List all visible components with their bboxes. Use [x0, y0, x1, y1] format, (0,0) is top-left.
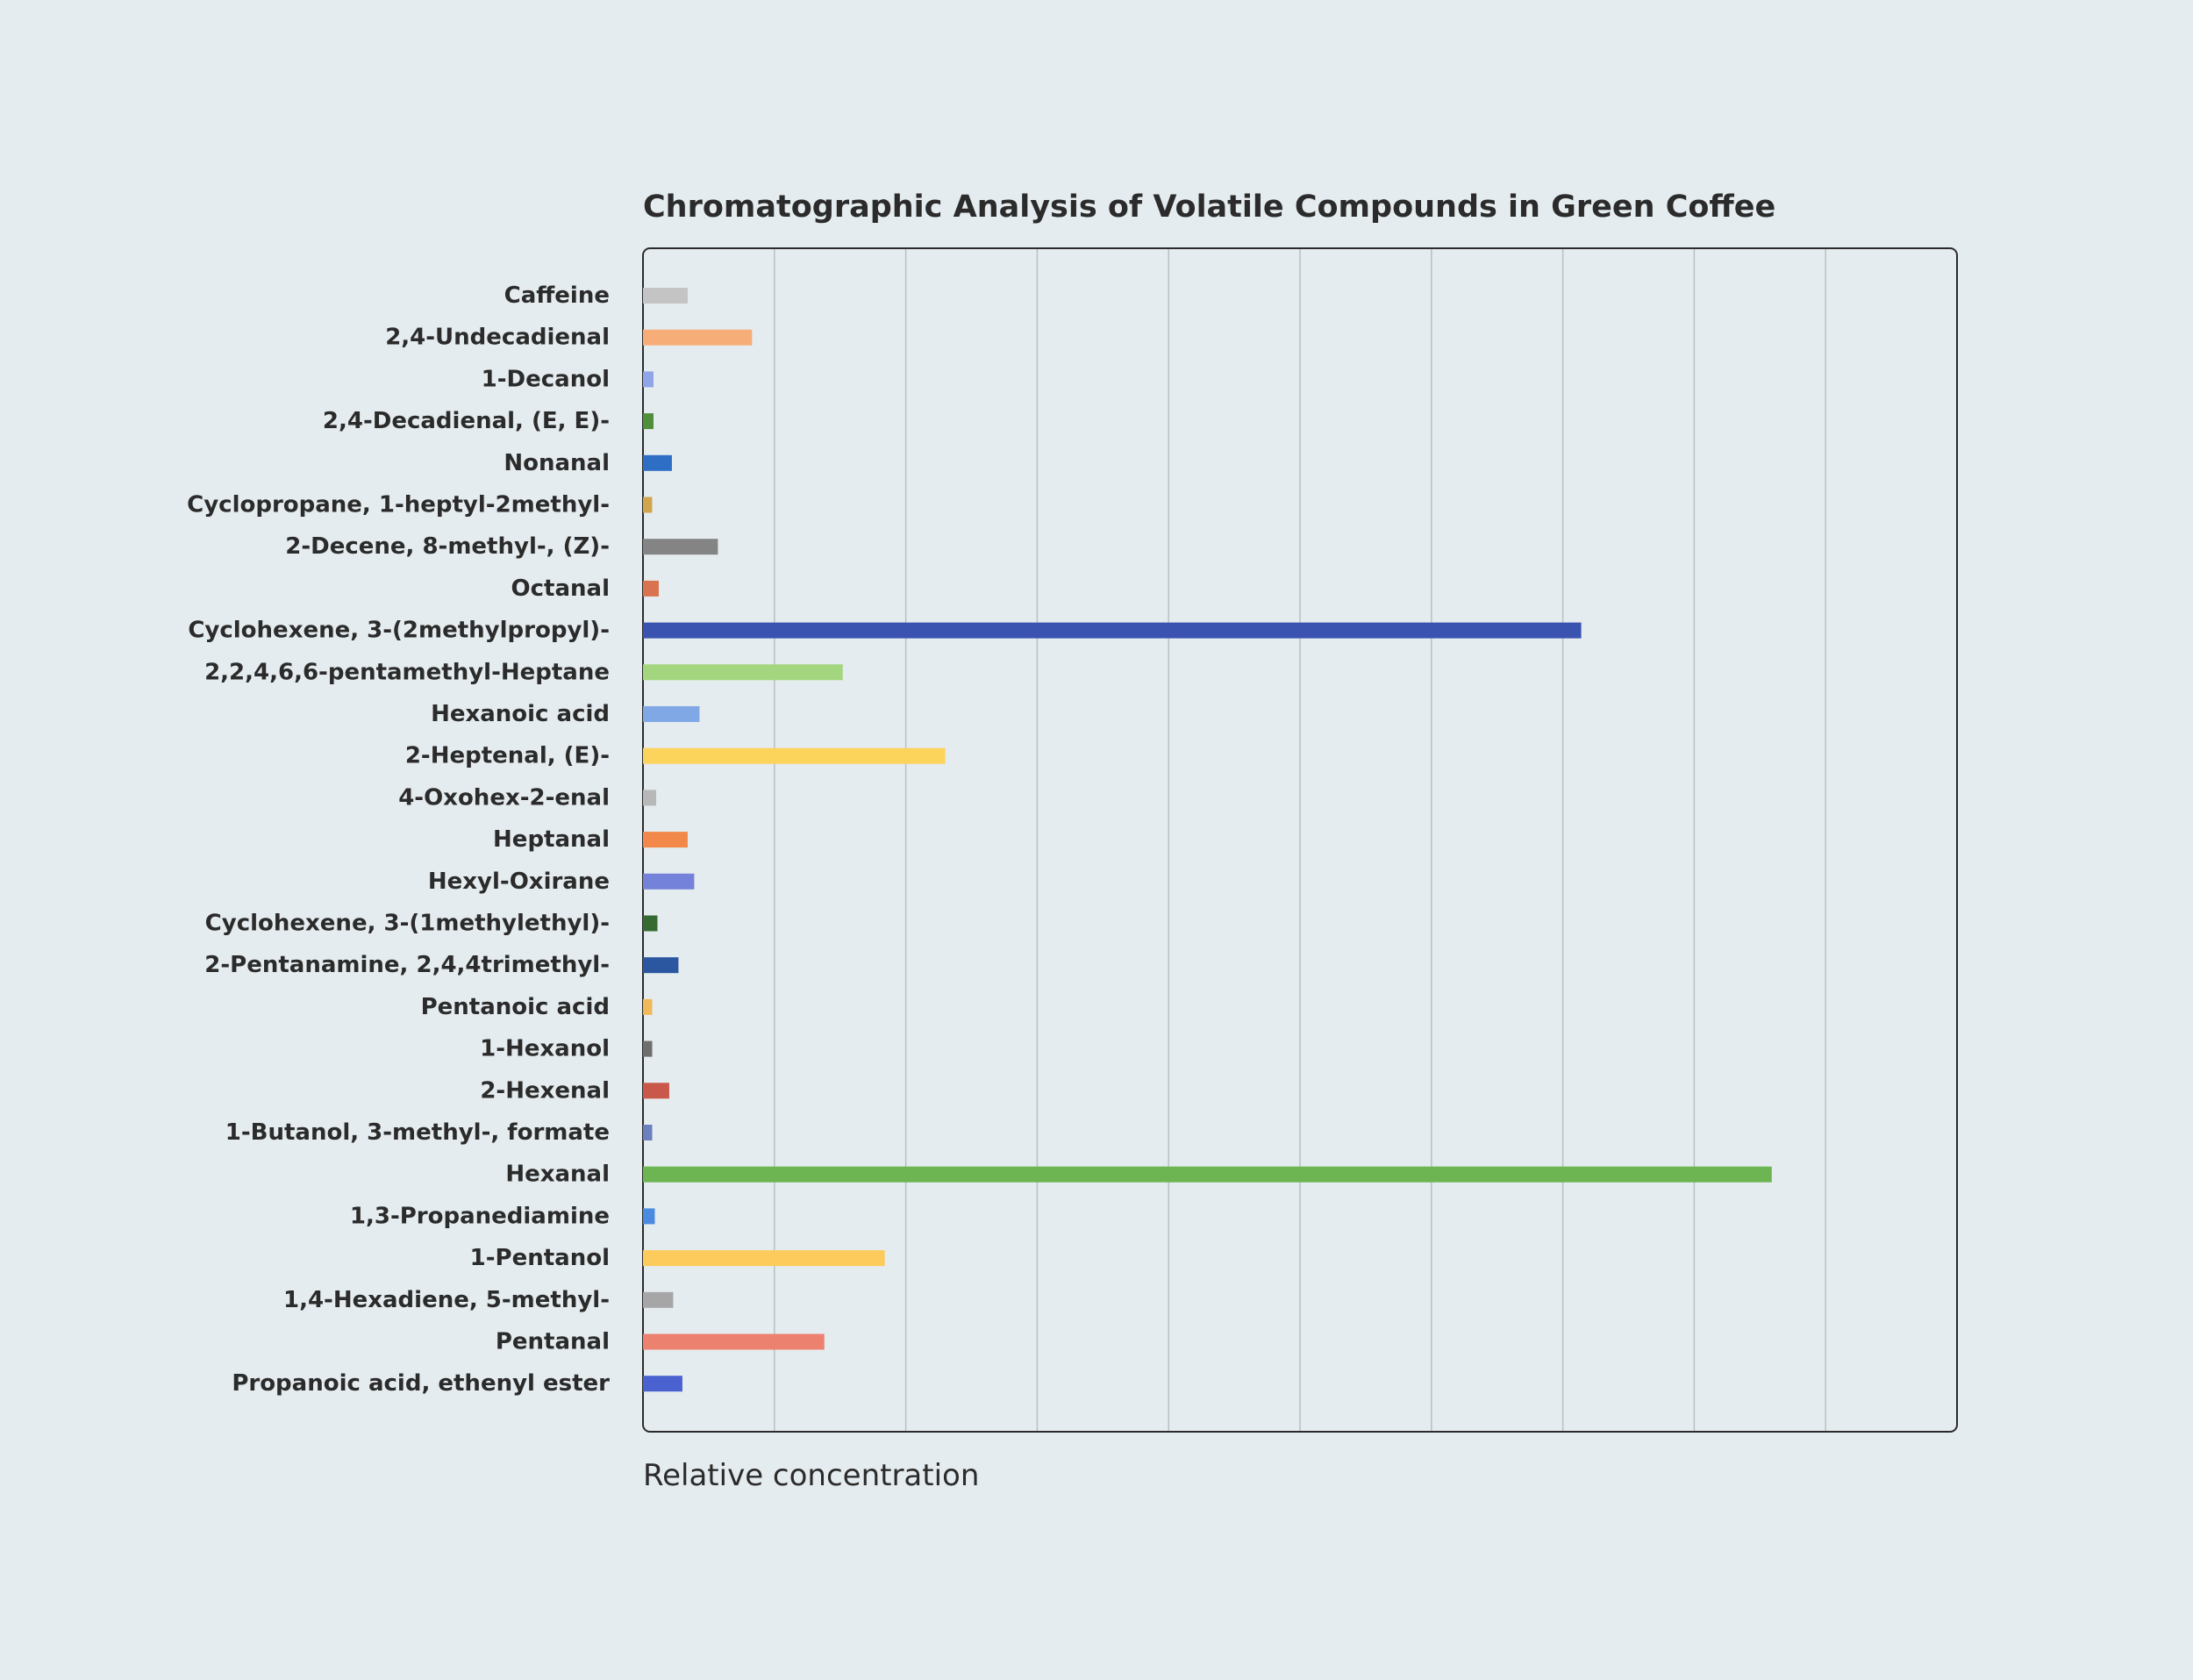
- category-label: Pentanal: [495, 1328, 610, 1355]
- bar: [643, 916, 657, 932]
- category-label: Cyclohexene, 3-(1methylethyl)-: [204, 910, 610, 937]
- bar: [643, 664, 843, 680]
- bar: [643, 1041, 652, 1057]
- category-label: 1,3-Propanediamine: [349, 1203, 610, 1230]
- category-label: 1,4-Hexadiene, 5-methyl-: [283, 1286, 610, 1313]
- category-label: Cyclopropane, 1-heptyl-2methyl-: [187, 491, 610, 518]
- bars: [643, 288, 1772, 1391]
- grid-lines: [775, 248, 1825, 1432]
- category-label: Propanoic acid, ethenyl ester: [232, 1370, 610, 1398]
- category-label: Hexyl-Oxirane: [427, 868, 610, 895]
- category-label: Cyclohexene, 3-(2methylpropyl)-: [188, 617, 610, 644]
- category-label: Octanal: [511, 575, 610, 602]
- category-label: 2-Pentanamine, 2,4,4trimethyl-: [204, 952, 610, 979]
- x-axis-label: Relative concentration: [643, 1458, 980, 1493]
- bar: [643, 455, 672, 471]
- bar: [643, 288, 688, 304]
- category-label: 2-Hexenal: [480, 1077, 610, 1105]
- bar: [643, 1250, 885, 1266]
- category-label: Hexanoic acid: [431, 701, 610, 727]
- bar: [643, 748, 946, 764]
- bar: [643, 497, 652, 513]
- bar: [643, 832, 688, 847]
- category-labels: [187, 282, 610, 1397]
- bar: [643, 957, 678, 973]
- bar: [643, 330, 752, 346]
- bar: [643, 1167, 1772, 1183]
- category-label: 2,2,4,6,6-pentamethyl-Heptane: [204, 659, 610, 686]
- bar: [643, 1334, 825, 1350]
- category-label: 2,4-Decadienal, (E, E)-: [322, 408, 610, 435]
- category-label: 2,4-Undecadienal: [385, 324, 610, 351]
- category-label: Nonanal: [504, 449, 610, 476]
- category-label: 1-Decanol: [481, 366, 610, 393]
- bar: [643, 1292, 673, 1308]
- category-label: 1-Butanol, 3-methyl-, formate: [225, 1119, 610, 1146]
- bar: [643, 1376, 682, 1391]
- bar: [643, 999, 652, 1015]
- bar: [643, 790, 656, 805]
- bar: [643, 706, 699, 722]
- bar: [643, 539, 718, 554]
- chart-title: Chromatographic Analysis of Volatile Compounds in Green Coffee: [643, 189, 1776, 225]
- bar: [643, 874, 694, 890]
- category-label: Pentanoic acid: [420, 993, 610, 1020]
- bar: [643, 413, 654, 429]
- bar: [643, 1083, 669, 1098]
- bar: [643, 581, 659, 597]
- category-label: 1-Hexanol: [480, 1035, 610, 1062]
- bar: [643, 1208, 654, 1224]
- category-label: 4-Oxohex-2-enal: [398, 784, 610, 811]
- bar: [643, 623, 1582, 639]
- category-label: 2-Decene, 8-methyl-, (Z)-: [285, 533, 610, 561]
- bar: [643, 1125, 652, 1140]
- category-label: Caffeine: [504, 282, 610, 309]
- category-label: Hexanal: [505, 1161, 610, 1188]
- bar: [643, 371, 654, 387]
- category-label: Heptanal: [493, 826, 610, 854]
- category-label: 1-Pentanol: [469, 1245, 610, 1272]
- category-label: 2-Heptenal, (E)-: [404, 742, 610, 769]
